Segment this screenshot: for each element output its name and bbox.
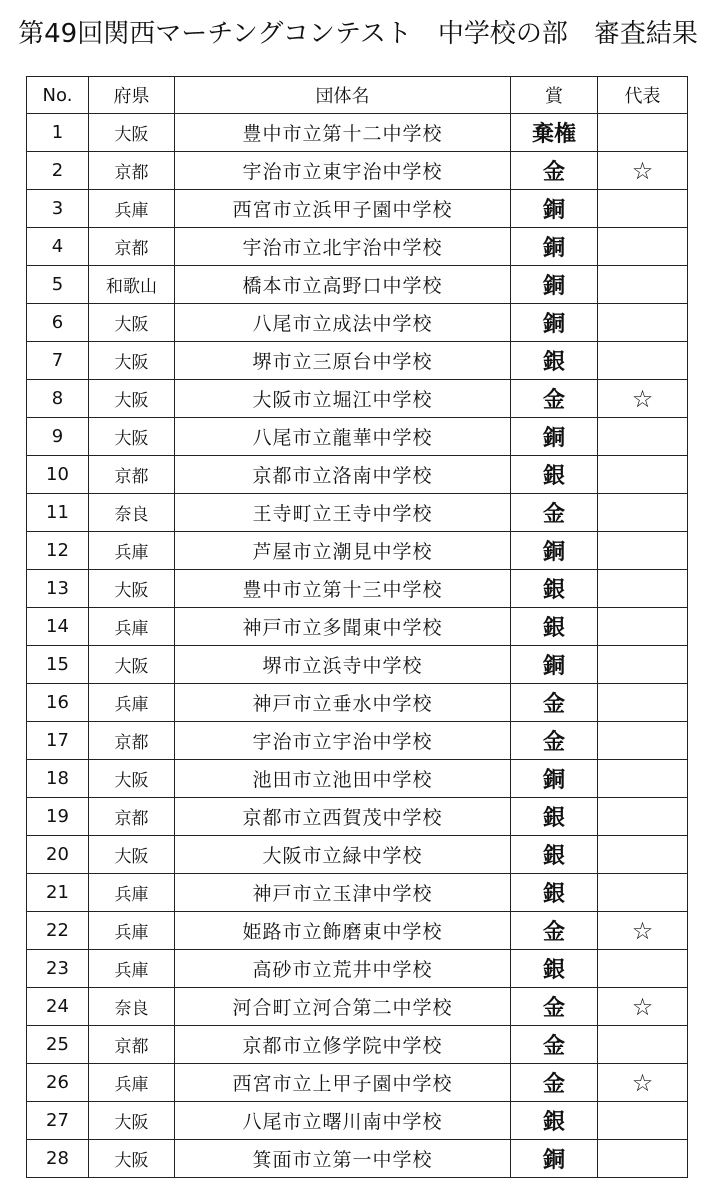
table-row [27,570,688,608]
cell-award: 銅 [511,266,598,304]
cell-award: 金 [511,1026,598,1064]
table-row [27,684,688,722]
cell-group-name: 西宮市立浜甲子園中学校 [175,190,511,228]
cell-representative: ☆ [598,1064,688,1102]
table-row [27,1140,688,1178]
cell-group-name: 八尾市立曙川南中学校 [175,1102,511,1140]
cell-prefecture: 兵庫 [89,684,175,722]
cell-group-name: 神戸市立玉津中学校 [175,874,511,912]
cell-group-name: 豊中市立第十二中学校 [175,114,511,152]
table-row [27,836,688,874]
cell-representative [598,722,688,760]
cell-no: 11 [27,494,89,532]
cell-award: 金 [511,494,598,532]
cell-no: 8 [27,380,89,418]
cell-award: 銀 [511,570,598,608]
cell-prefecture: 奈良 [89,494,175,532]
cell-prefecture: 京都 [89,228,175,266]
cell-prefecture: 大阪 [89,570,175,608]
cell-group-name: 堺市立三原台中学校 [175,342,511,380]
cell-prefecture: 兵庫 [89,608,175,646]
cell-award: 銅 [511,1140,598,1178]
table-row [27,190,688,228]
cell-award: 金 [511,988,598,1026]
cell-representative [598,798,688,836]
cell-award: 銀 [511,950,598,988]
cell-award: 棄権 [511,114,598,152]
cell-representative: ☆ [598,988,688,1026]
table-row [27,950,688,988]
cell-award: 金 [511,722,598,760]
table-row [27,266,688,304]
cell-award: 金 [511,1064,598,1102]
cell-group-name: 箕面市立第一中学校 [175,1140,511,1178]
header-award: 賞 [511,77,598,114]
cell-no: 28 [27,1140,89,1178]
cell-award: 銅 [511,418,598,456]
cell-group-name: 姫路市立飾磨東中学校 [175,912,511,950]
cell-group-name: 芦屋市立潮見中学校 [175,532,511,570]
cell-group-name: 京都市立西賀茂中学校 [175,798,511,836]
cell-no: 15 [27,646,89,684]
cell-prefecture: 大阪 [89,646,175,684]
table-row [27,494,688,532]
table-row [27,342,688,380]
table-row [27,1102,688,1140]
table-header-row [27,77,688,114]
cell-group-name: 京都市立洛南中学校 [175,456,511,494]
results-table [26,76,688,1178]
header-prefecture: 府県 [89,77,175,114]
cell-no: 4 [27,228,89,266]
cell-group-name: 大阪市立緑中学校 [175,836,511,874]
cell-award: 金 [511,912,598,950]
cell-group-name: 宇治市立北宇治中学校 [175,228,511,266]
cell-prefecture: 兵庫 [89,190,175,228]
cell-award: 銅 [511,228,598,266]
cell-prefecture: 兵庫 [89,532,175,570]
cell-no: 20 [27,836,89,874]
cell-group-name: 八尾市立龍華中学校 [175,418,511,456]
cell-group-name: 大阪市立堀江中学校 [175,380,511,418]
cell-prefecture: 兵庫 [89,1064,175,1102]
table-row [27,114,688,152]
cell-representative: ☆ [598,912,688,950]
cell-group-name: 河合町立河合第二中学校 [175,988,511,1026]
cell-group-name: 宇治市立宇治中学校 [175,722,511,760]
cell-award: 銀 [511,874,598,912]
cell-award: 銀 [511,342,598,380]
table-row [27,418,688,456]
cell-representative [598,532,688,570]
cell-no: 2 [27,152,89,190]
table-row [27,988,688,1026]
cell-representative [598,190,688,228]
cell-group-name: 神戸市立多聞東中学校 [175,608,511,646]
cell-prefecture: 京都 [89,152,175,190]
cell-representative [598,266,688,304]
cell-representative [598,570,688,608]
cell-no: 19 [27,798,89,836]
table-row [27,1026,688,1064]
cell-representative [598,1140,688,1178]
cell-group-name: 橋本市立高野口中学校 [175,266,511,304]
cell-no: 14 [27,608,89,646]
cell-award: 金 [511,152,598,190]
cell-prefecture: 大阪 [89,418,175,456]
cell-award: 金 [511,684,598,722]
table-row [27,380,688,418]
table-row [27,760,688,798]
cell-award: 金 [511,380,598,418]
cell-representative [598,342,688,380]
cell-prefecture: 京都 [89,456,175,494]
cell-no: 16 [27,684,89,722]
cell-no: 25 [27,1026,89,1064]
cell-award: 銅 [511,190,598,228]
cell-group-name: 西宮市立上甲子園中学校 [175,1064,511,1102]
table-row [27,532,688,570]
cell-prefecture: 大阪 [89,1102,175,1140]
cell-representative [598,114,688,152]
cell-no: 13 [27,570,89,608]
cell-no: 10 [27,456,89,494]
table-row [27,798,688,836]
cell-no: 9 [27,418,89,456]
table-row [27,456,688,494]
cell-representative [598,456,688,494]
cell-no: 1 [27,114,89,152]
cell-prefecture: 大阪 [89,380,175,418]
table-row [27,304,688,342]
cell-no: 21 [27,874,89,912]
cell-no: 22 [27,912,89,950]
cell-prefecture: 大阪 [89,114,175,152]
cell-representative [598,950,688,988]
cell-award: 銀 [511,608,598,646]
table-row [27,152,688,190]
cell-representative [598,228,688,266]
cell-award: 銅 [511,760,598,798]
header-representative: 代表 [598,77,688,114]
cell-representative [598,608,688,646]
header-group-name: 団体名 [175,77,511,114]
cell-award: 銀 [511,456,598,494]
cell-representative [598,760,688,798]
cell-no: 3 [27,190,89,228]
cell-group-name: 宇治市立東宇治中学校 [175,152,511,190]
cell-group-name: 堺市立浜寺中学校 [175,646,511,684]
cell-no: 17 [27,722,89,760]
cell-award: 銀 [511,1102,598,1140]
cell-prefecture: 大阪 [89,342,175,380]
cell-award: 銅 [511,304,598,342]
cell-prefecture: 大阪 [89,760,175,798]
cell-no: 23 [27,950,89,988]
cell-representative [598,836,688,874]
cell-no: 26 [27,1064,89,1102]
cell-representative: ☆ [598,380,688,418]
cell-representative: ☆ [598,152,688,190]
header-no: No. [27,77,89,114]
cell-prefecture: 京都 [89,722,175,760]
table-row [27,608,688,646]
cell-representative [598,646,688,684]
cell-group-name: 八尾市立成法中学校 [175,304,511,342]
cell-group-name: 高砂市立荒井中学校 [175,950,511,988]
table-row [27,722,688,760]
table-row [27,228,688,266]
cell-representative [598,1026,688,1064]
cell-representative [598,1102,688,1140]
cell-representative [598,418,688,456]
cell-group-name: 王寺町立王寺中学校 [175,494,511,532]
cell-no: 5 [27,266,89,304]
cell-award: 銅 [511,532,598,570]
cell-prefecture: 京都 [89,798,175,836]
cell-prefecture: 大阪 [89,1140,175,1178]
cell-no: 27 [27,1102,89,1140]
cell-prefecture: 兵庫 [89,874,175,912]
cell-representative [598,684,688,722]
cell-no: 18 [27,760,89,798]
page-title: 第49回関西マーチングコンテスト 中学校の部 審査結果 [18,19,698,49]
cell-group-name: 京都市立修学院中学校 [175,1026,511,1064]
cell-prefecture: 和歌山 [89,266,175,304]
cell-prefecture: 大阪 [89,836,175,874]
table-row [27,874,688,912]
cell-prefecture: 大阪 [89,304,175,342]
cell-prefecture: 奈良 [89,988,175,1026]
cell-no: 7 [27,342,89,380]
cell-award: 銀 [511,836,598,874]
table-row [27,912,688,950]
cell-no: 6 [27,304,89,342]
cell-award: 銅 [511,646,598,684]
cell-prefecture: 兵庫 [89,950,175,988]
cell-group-name: 豊中市立第十三中学校 [175,570,511,608]
cell-no: 12 [27,532,89,570]
table-row [27,1064,688,1102]
cell-prefecture: 京都 [89,1026,175,1064]
cell-representative [598,304,688,342]
cell-no: 24 [27,988,89,1026]
cell-group-name: 神戸市立垂水中学校 [175,684,511,722]
cell-group-name: 池田市立池田中学校 [175,760,511,798]
cell-award: 銀 [511,798,598,836]
cell-representative [598,874,688,912]
cell-prefecture: 兵庫 [89,912,175,950]
cell-representative [598,494,688,532]
table-row [27,646,688,684]
